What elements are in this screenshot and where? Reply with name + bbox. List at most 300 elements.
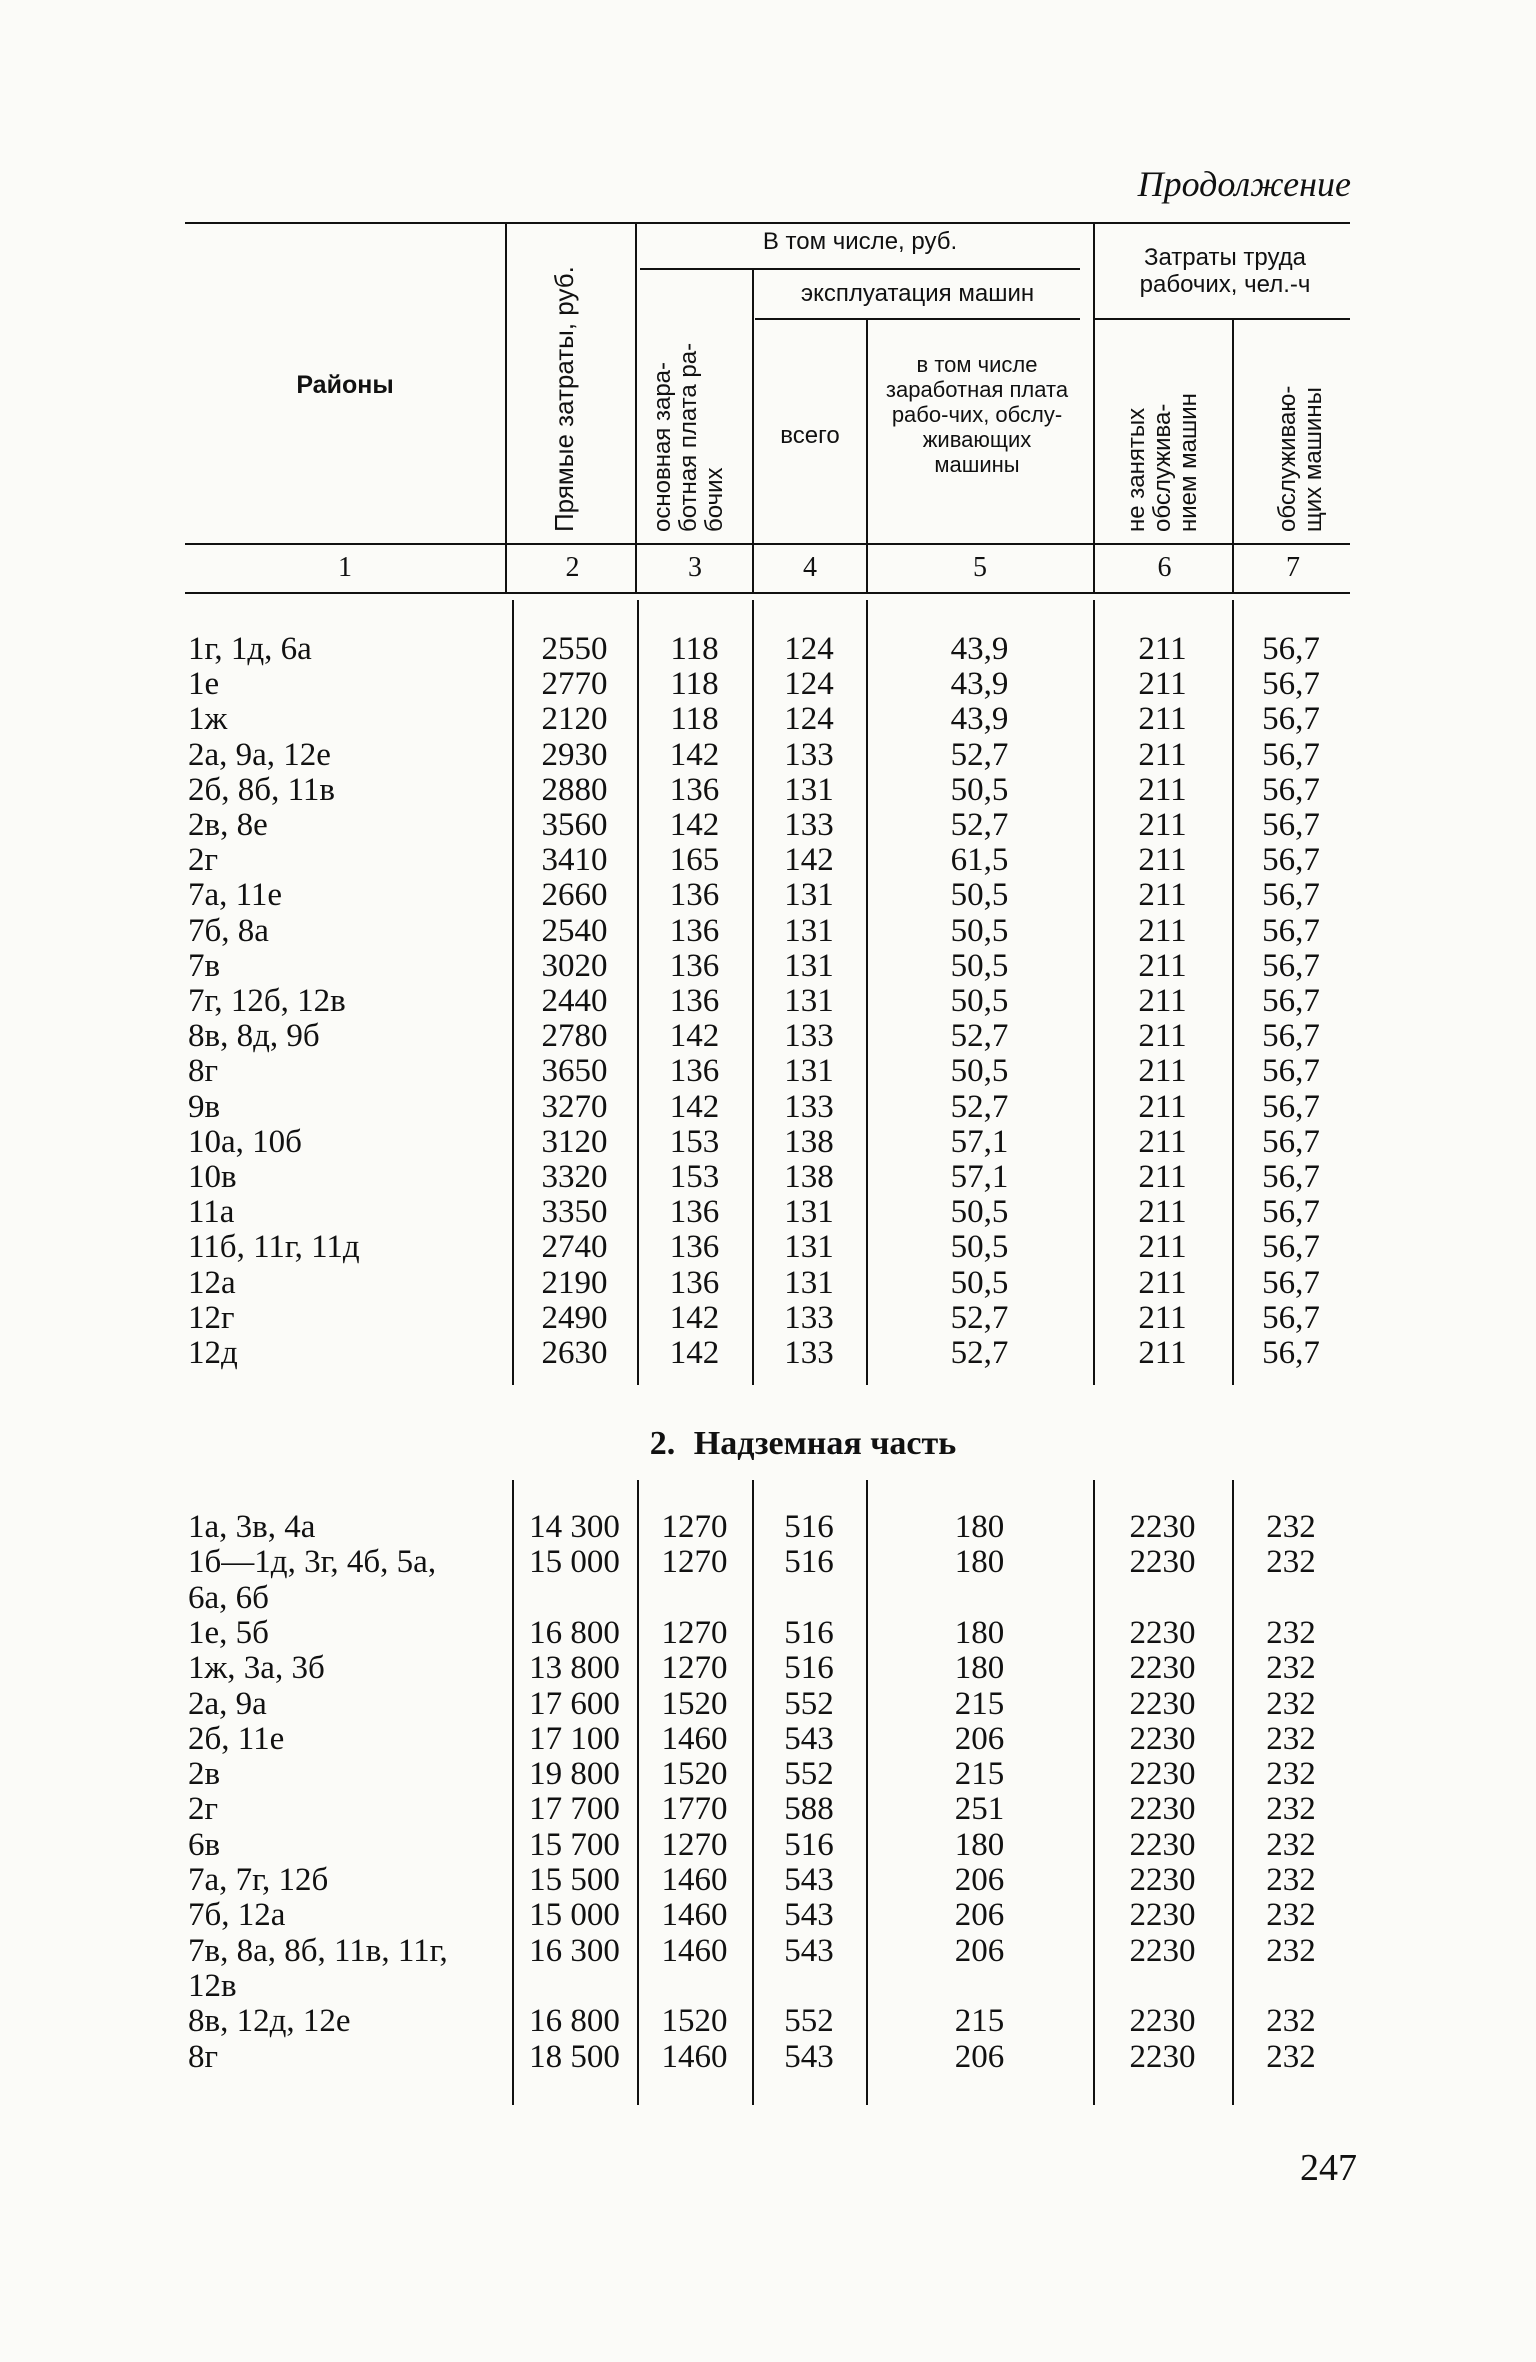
value-cell-c5: 52,7 [950,1299,1009,1336]
value-cell-c6: 211 [1138,807,1187,843]
value-cell-c2: 2630 [541,1335,608,1371]
region-cell: 8г [188,2038,219,2075]
value-cell-c6: 2230 [1129,1685,1196,1722]
value-cell-c3: 1270 [661,1509,728,1545]
value-cell-c6: 2230 [1129,1862,1196,1898]
value-cell-c5: 50,5 [950,1229,1009,1266]
value-cell-c3: 1520 [661,1756,728,1793]
table-row [0,667,1536,702]
value-cell-c3: 142 [669,1299,720,1336]
value-cell-c3: 165 [669,842,720,879]
table-row [0,1160,1536,1195]
table-row [0,1230,1536,1265]
value-cell-c5: 215 [954,1756,1005,1793]
value-cell-c4: 552 [784,2003,834,2040]
table-row [0,702,1536,737]
section2-title [0,1425,1536,1463]
colnum-1: 1 [338,552,352,583]
value-cell-c4: 131 [784,877,834,914]
value-cell-c6: 2230 [1129,1791,1196,1828]
value-cell-c6: 2230 [1129,1614,1196,1651]
value-cell-c3: 1460 [661,1720,728,1757]
value-cell-c7: 232 [1266,1791,1316,1828]
value-cell-c7: 232 [1266,2003,1316,2040]
value-cell-c7: 232 [1266,1720,1316,1757]
region-cell: 1а, 3в, 4а [188,1509,316,1545]
continuation-label: Продолжение [1137,164,1351,204]
header-servicing: обслуживаю- щих машины [1274,385,1327,532]
value-cell-c4: 516 [784,1826,834,1863]
region-cell: 2а, 9а [188,1685,267,1722]
region-cell: 6а, 6б [188,1579,269,1616]
value-cell-c3: 142 [669,1088,720,1125]
value-cell-c3: 1270 [661,1544,728,1581]
region-cell: 8в, 12д, 12е [188,2003,351,2040]
region-cell: 7а, 7г, 12б [188,1862,329,1898]
value-cell-c6: 2230 [1129,2003,1196,2040]
value-cell-c6: 211 [1138,1018,1187,1055]
value-cell-c5: 61,5 [950,842,1009,879]
value-cell-c4: 131 [784,1264,834,1301]
value-cell-c5: 50,5 [950,1264,1009,1301]
table-row [0,1616,1536,1651]
value-cell-c2: 15 000 [529,1897,620,1934]
colnum-3: 3 [688,552,702,583]
region-cell: 2б, 11е [188,1720,285,1757]
table-row [0,1090,1536,1125]
value-cell-c3: 136 [669,771,720,808]
sep-1 [505,222,507,592]
value-cell-c2: 2490 [541,1299,608,1336]
table-row [0,984,1536,1019]
value-cell-c2: 18 500 [529,2038,620,2075]
value-cell-c3: 136 [669,912,720,949]
table-row [0,773,1536,808]
table-row [0,1863,1536,1898]
value-cell-c2: 17 100 [529,1720,620,1757]
value-cell-c4: 516 [784,1614,834,1651]
value-cell-c6: 211 [1138,701,1187,738]
value-cell-c5: 180 [954,1826,1005,1863]
value-cell-c3: 153 [669,1123,720,1160]
value-cell-c3: 142 [669,807,720,843]
value-cell-c2: 3020 [541,947,608,984]
value-cell-c4: 131 [784,947,834,984]
value-cell-c5: 50,5 [950,1053,1009,1090]
table-row [0,843,1536,878]
value-cell-c5: 57,1 [950,1159,1009,1195]
value-cell-c7: 56,7 [1262,1299,1320,1336]
value-cell-c2: 16 300 [529,1932,620,1969]
value-cell-c5: 50,5 [950,877,1009,914]
value-cell-c7: 56,7 [1262,666,1320,703]
value-cell-c5: 180 [954,1509,1005,1545]
value-cell-c7: 56,7 [1262,1123,1320,1160]
value-cell-c2: 13 800 [529,1650,620,1687]
table-row [0,1757,1536,1792]
value-cell-c2: 19 800 [529,1756,620,1793]
value-cell-c5: 50,5 [950,1194,1009,1231]
value-cell-c4: 133 [784,1018,834,1055]
region-cell: 2г [188,842,219,879]
value-cell-c5: 180 [954,1544,1005,1581]
value-cell-c7: 56,7 [1262,701,1320,738]
region-cell: 11б, 11г, 11д [188,1229,360,1266]
value-cell-c6: 2230 [1129,1897,1196,1934]
value-cell-c7: 56,7 [1262,807,1320,843]
table-row [0,738,1536,773]
value-cell-c4: 133 [784,736,834,773]
value-cell-c5: 206 [954,1932,1005,1969]
colnum-6: 6 [1157,552,1172,583]
value-cell-c5: 180 [954,1650,1005,1687]
value-cell-c7: 56,7 [1262,771,1320,808]
value-cell-c7: 56,7 [1262,1053,1320,1090]
value-cell-c5: 52,7 [950,807,1009,843]
value-cell-c4: 133 [784,1335,834,1371]
region-cell: 7б, 8а [188,912,269,949]
value-cell-c2: 16 800 [529,2003,620,2040]
value-cell-c3: 1770 [661,1791,728,1828]
value-cell-c3: 136 [669,947,720,984]
rule-top [185,222,1350,224]
value-cell-c6: 2230 [1129,1756,1196,1793]
value-cell-c6: 211 [1138,947,1187,984]
table-row [0,1581,1536,1616]
value-cell-c6: 211 [1138,983,1187,1019]
value-cell-c2: 2930 [541,736,608,773]
table-row [0,1019,1536,1054]
header-machine-operation: эксплуатация машин [800,280,1035,307]
table-row [0,949,1536,984]
region-cell: 8г [188,1053,219,1090]
value-cell-c6: 211 [1138,1194,1187,1231]
value-cell-c7: 56,7 [1262,983,1320,1019]
value-cell-c2: 15 500 [529,1862,620,1898]
sep-2 [635,222,637,592]
value-cell-c2: 3320 [541,1159,608,1195]
value-cell-c5: 52,7 [950,1335,1009,1371]
region-cell: 1е [188,666,220,703]
value-cell-c7: 56,7 [1262,912,1320,949]
value-cell-c3: 1270 [661,1826,728,1863]
table-row [0,1266,1536,1301]
section2-title-text: Надземная часть [693,1425,957,1462]
value-cell-c5: 43,9 [950,701,1009,738]
value-cell-c7: 56,7 [1262,947,1320,984]
value-cell-c6: 211 [1138,771,1187,808]
value-cell-c7: 232 [1266,1509,1316,1545]
value-cell-c2: 15 700 [529,1826,620,1863]
value-cell-c2: 2550 [541,631,608,667]
value-cell-c4: 516 [784,1509,834,1545]
region-cell: 9в [188,1088,221,1125]
value-cell-c3: 1270 [661,1614,728,1651]
table-row [0,1934,1536,1969]
region-cell: 2в, 8е [188,807,268,843]
rule-machine-operation [755,318,1080,320]
table-row [0,1545,1536,1580]
header-not-engaged: не занятых обслужива- нием машин [1123,393,1202,532]
value-cell-c6: 2230 [1129,1650,1196,1687]
region-cell: 1б—1д, 3г, 4б, 5а, [188,1544,437,1581]
value-cell-c5: 251 [954,1791,1005,1828]
table-row [0,1828,1536,1863]
value-cell-c2: 15 000 [529,1544,620,1581]
header-total: всего [780,422,840,449]
value-cell-c4: 133 [784,1088,834,1125]
header-base-wage: основная зара- ботная плата ра- бочих [649,342,728,532]
table-row [0,1195,1536,1230]
value-cell-c3: 142 [669,1018,720,1055]
value-cell-c3: 142 [669,736,720,773]
region-cell: 7в, 8а, 8б, 11в, 11г, [188,1932,448,1969]
value-cell-c3: 136 [669,1053,720,1090]
value-cell-c2: 3350 [541,1194,608,1231]
value-cell-c3: 136 [669,1194,720,1231]
value-cell-c5: 50,5 [950,771,1009,808]
value-cell-c6: 211 [1138,1088,1187,1125]
value-cell-c5: 215 [954,1685,1005,1722]
value-cell-c4: 543 [784,1862,834,1898]
value-cell-c7: 232 [1266,1756,1316,1793]
value-cell-c3: 1460 [661,1932,728,1969]
value-cell-c5: 215 [954,2003,1005,2040]
value-cell-c6: 211 [1138,666,1187,703]
table-row [0,1054,1536,1089]
value-cell-c7: 56,7 [1262,631,1320,667]
value-cell-c2: 14 300 [529,1509,620,1545]
value-cell-c4: 543 [784,1897,834,1934]
value-cell-c2: 2660 [541,877,608,914]
value-cell-c4: 138 [784,1123,834,1160]
value-cell-c7: 232 [1266,1614,1316,1651]
table-row [0,632,1536,667]
table-row [0,1792,1536,1827]
rule-labor [1095,318,1350,320]
value-cell-c6: 2230 [1129,1932,1196,1969]
value-cell-c7: 56,7 [1262,842,1320,879]
region-cell: 2г [188,1791,219,1828]
value-cell-c5: 57,1 [950,1123,1009,1160]
sep-6 [1232,318,1234,592]
value-cell-c3: 1520 [661,2003,728,2040]
sep-5 [1093,222,1095,592]
table-row [0,1125,1536,1160]
value-cell-c7: 56,7 [1262,1018,1320,1055]
value-cell-c5: 52,7 [950,1018,1009,1055]
region-cell: 12г [188,1299,235,1336]
value-cell-c5: 52,7 [950,1088,1009,1125]
value-cell-c7: 232 [1266,1650,1316,1687]
value-cell-c3: 153 [669,1159,720,1195]
value-cell-c7: 56,7 [1262,1335,1320,1371]
sep-4 [866,318,868,592]
value-cell-c7: 56,7 [1262,877,1320,914]
value-cell-c5: 50,5 [950,912,1009,949]
value-cell-c6: 211 [1138,1053,1187,1090]
rule-including [640,268,1080,270]
value-cell-c6: 211 [1138,842,1187,879]
value-cell-c7: 232 [1266,1897,1316,1934]
value-cell-c2: 3410 [541,842,608,879]
table-row [0,1898,1536,1933]
value-cell-c2: 2740 [541,1229,608,1266]
value-cell-c7: 232 [1266,1544,1316,1581]
value-cell-c2: 2540 [541,912,608,949]
colnum-5: 5 [973,552,987,583]
value-cell-c3: 1520 [661,1685,728,1722]
value-cell-c7: 56,7 [1262,1229,1320,1266]
region-cell: 2в [188,1756,221,1793]
region-cell: 7б, 12а [188,1897,286,1934]
value-cell-c2: 3270 [541,1088,608,1125]
table-row [0,878,1536,913]
value-cell-c4: 552 [784,1756,834,1793]
value-cell-c3: 142 [669,1335,720,1371]
value-cell-c6: 211 [1138,736,1187,773]
value-cell-c7: 232 [1266,1826,1316,1863]
value-cell-c6: 2230 [1129,1826,1196,1863]
value-cell-c7: 232 [1266,2038,1316,2075]
value-cell-c7: 232 [1266,1685,1316,1722]
value-cell-c6: 2230 [1129,1720,1196,1757]
value-cell-c3: 1270 [661,1650,728,1687]
value-cell-c7: 56,7 [1262,1159,1320,1195]
region-cell: 1г, 1д, 6а [188,631,312,667]
value-cell-c6: 211 [1138,631,1187,667]
region-cell: 1е, 5б [188,1614,269,1651]
region-cell: 10в [188,1159,237,1195]
table-row [0,1687,1536,1722]
value-cell-c5: 50,5 [950,947,1009,984]
page-number: 247 [1300,2147,1357,2189]
value-cell-c3: 136 [669,1264,720,1301]
value-cell-c3: 1460 [661,1862,728,1898]
value-cell-c4: 543 [784,1932,834,1969]
value-cell-c4: 138 [784,1159,834,1195]
value-cell-c2: 3120 [541,1123,608,1160]
table-row [0,2040,1536,2075]
value-cell-c3: 118 [670,631,719,667]
table-row [0,914,1536,949]
value-cell-c4: 131 [784,983,834,1019]
value-cell-c4: 131 [784,912,834,949]
value-cell-c3: 136 [669,877,720,914]
region-cell: 12в [188,1967,237,2004]
region-cell: 8в, 8д, 9б [188,1018,320,1055]
value-cell-c6: 2230 [1129,1509,1196,1545]
value-cell-c4: 516 [784,1650,834,1687]
section2-number: 2. [649,1425,676,1462]
value-cell-c4: 142 [784,842,834,879]
value-cell-c3: 118 [670,666,719,703]
region-cell: 1ж [188,701,228,738]
value-cell-c6: 211 [1138,1123,1187,1160]
region-cell: 10а, 10б [188,1123,302,1160]
value-cell-c4: 543 [784,1720,834,1757]
header-including: В том числе, руб. [762,228,958,255]
value-cell-c5: 43,9 [950,666,1009,703]
value-cell-c2: 16 800 [529,1614,620,1651]
region-cell: 7в [188,947,221,984]
value-cell-c4: 588 [784,1791,834,1828]
colnum-2: 2 [565,552,580,583]
value-cell-c5: 180 [954,1614,1005,1651]
rule-header-bottom [185,543,1350,545]
value-cell-c6: 211 [1138,1159,1187,1195]
value-cell-c6: 211 [1138,1264,1187,1301]
value-cell-c2: 2880 [541,771,608,808]
value-cell-c4: 131 [784,771,834,808]
value-cell-c7: 232 [1266,1862,1316,1898]
rule-colnum-bottom [185,592,1350,594]
header-regions: Районы [296,371,394,399]
value-cell-c6: 2230 [1129,1544,1196,1581]
region-cell: 1ж, 3а, 3б [188,1650,325,1687]
header-labor-costs: Затраты труда рабочих, чел.-ч [1139,244,1311,298]
region-cell: 2б, 8б, 11в [188,771,335,808]
value-cell-c4: 543 [784,2038,834,2075]
value-cell-c7: 56,7 [1262,1264,1320,1301]
value-cell-c7: 232 [1266,1932,1316,1969]
value-cell-c7: 56,7 [1262,1194,1320,1231]
value-cell-c4: 124 [784,631,834,667]
value-cell-c2: 3650 [541,1053,608,1090]
table-row [0,1301,1536,1336]
value-cell-c4: 133 [784,807,834,843]
value-cell-c2: 2120 [541,701,608,738]
value-cell-c6: 2230 [1129,2038,1196,2075]
table-row [0,1722,1536,1757]
header-including-wage: в том числе заработная плата рабо-чих, обслу-живающих машины [885,352,1069,477]
value-cell-c6: 211 [1138,877,1187,914]
value-cell-c4: 131 [784,1229,834,1266]
value-cell-c2: 2770 [541,666,608,703]
value-cell-c5: 43,9 [950,631,1009,667]
value-cell-c5: 52,7 [950,736,1009,773]
value-cell-c4: 133 [784,1299,834,1336]
colnum-4: 4 [803,552,817,583]
value-cell-c3: 1460 [661,1897,728,1934]
value-cell-c2: 2780 [541,1018,608,1055]
value-cell-c6: 211 [1138,1299,1187,1336]
value-cell-c4: 131 [784,1053,834,1090]
value-cell-c4: 516 [784,1544,834,1581]
region-cell: 7а, 11е [188,877,283,914]
value-cell-c3: 118 [670,701,719,738]
value-cell-c4: 131 [784,1194,834,1231]
region-cell: 12а [188,1264,236,1301]
value-cell-c6: 211 [1138,1335,1187,1371]
value-cell-c6: 211 [1138,912,1187,949]
region-cell: 6в [188,1826,221,1863]
value-cell-c3: 1460 [661,2038,728,2075]
table-row [0,1969,1536,2004]
sep-3 [752,268,754,592]
region-cell: 7г, 12б, 12в [188,983,346,1019]
value-cell-c5: 50,5 [950,983,1009,1019]
header-direct-costs: Прямые затраты, руб. [549,266,579,532]
value-cell-c2: 17 700 [529,1791,620,1828]
table-row [0,808,1536,843]
region-cell: 12д [188,1335,238,1371]
region-cell: 2а, 9а, 12е [188,736,331,773]
value-cell-c4: 124 [784,666,834,703]
value-cell-c2: 17 600 [529,1685,620,1722]
table-row [0,1336,1536,1371]
value-cell-c5: 206 [954,1862,1005,1898]
